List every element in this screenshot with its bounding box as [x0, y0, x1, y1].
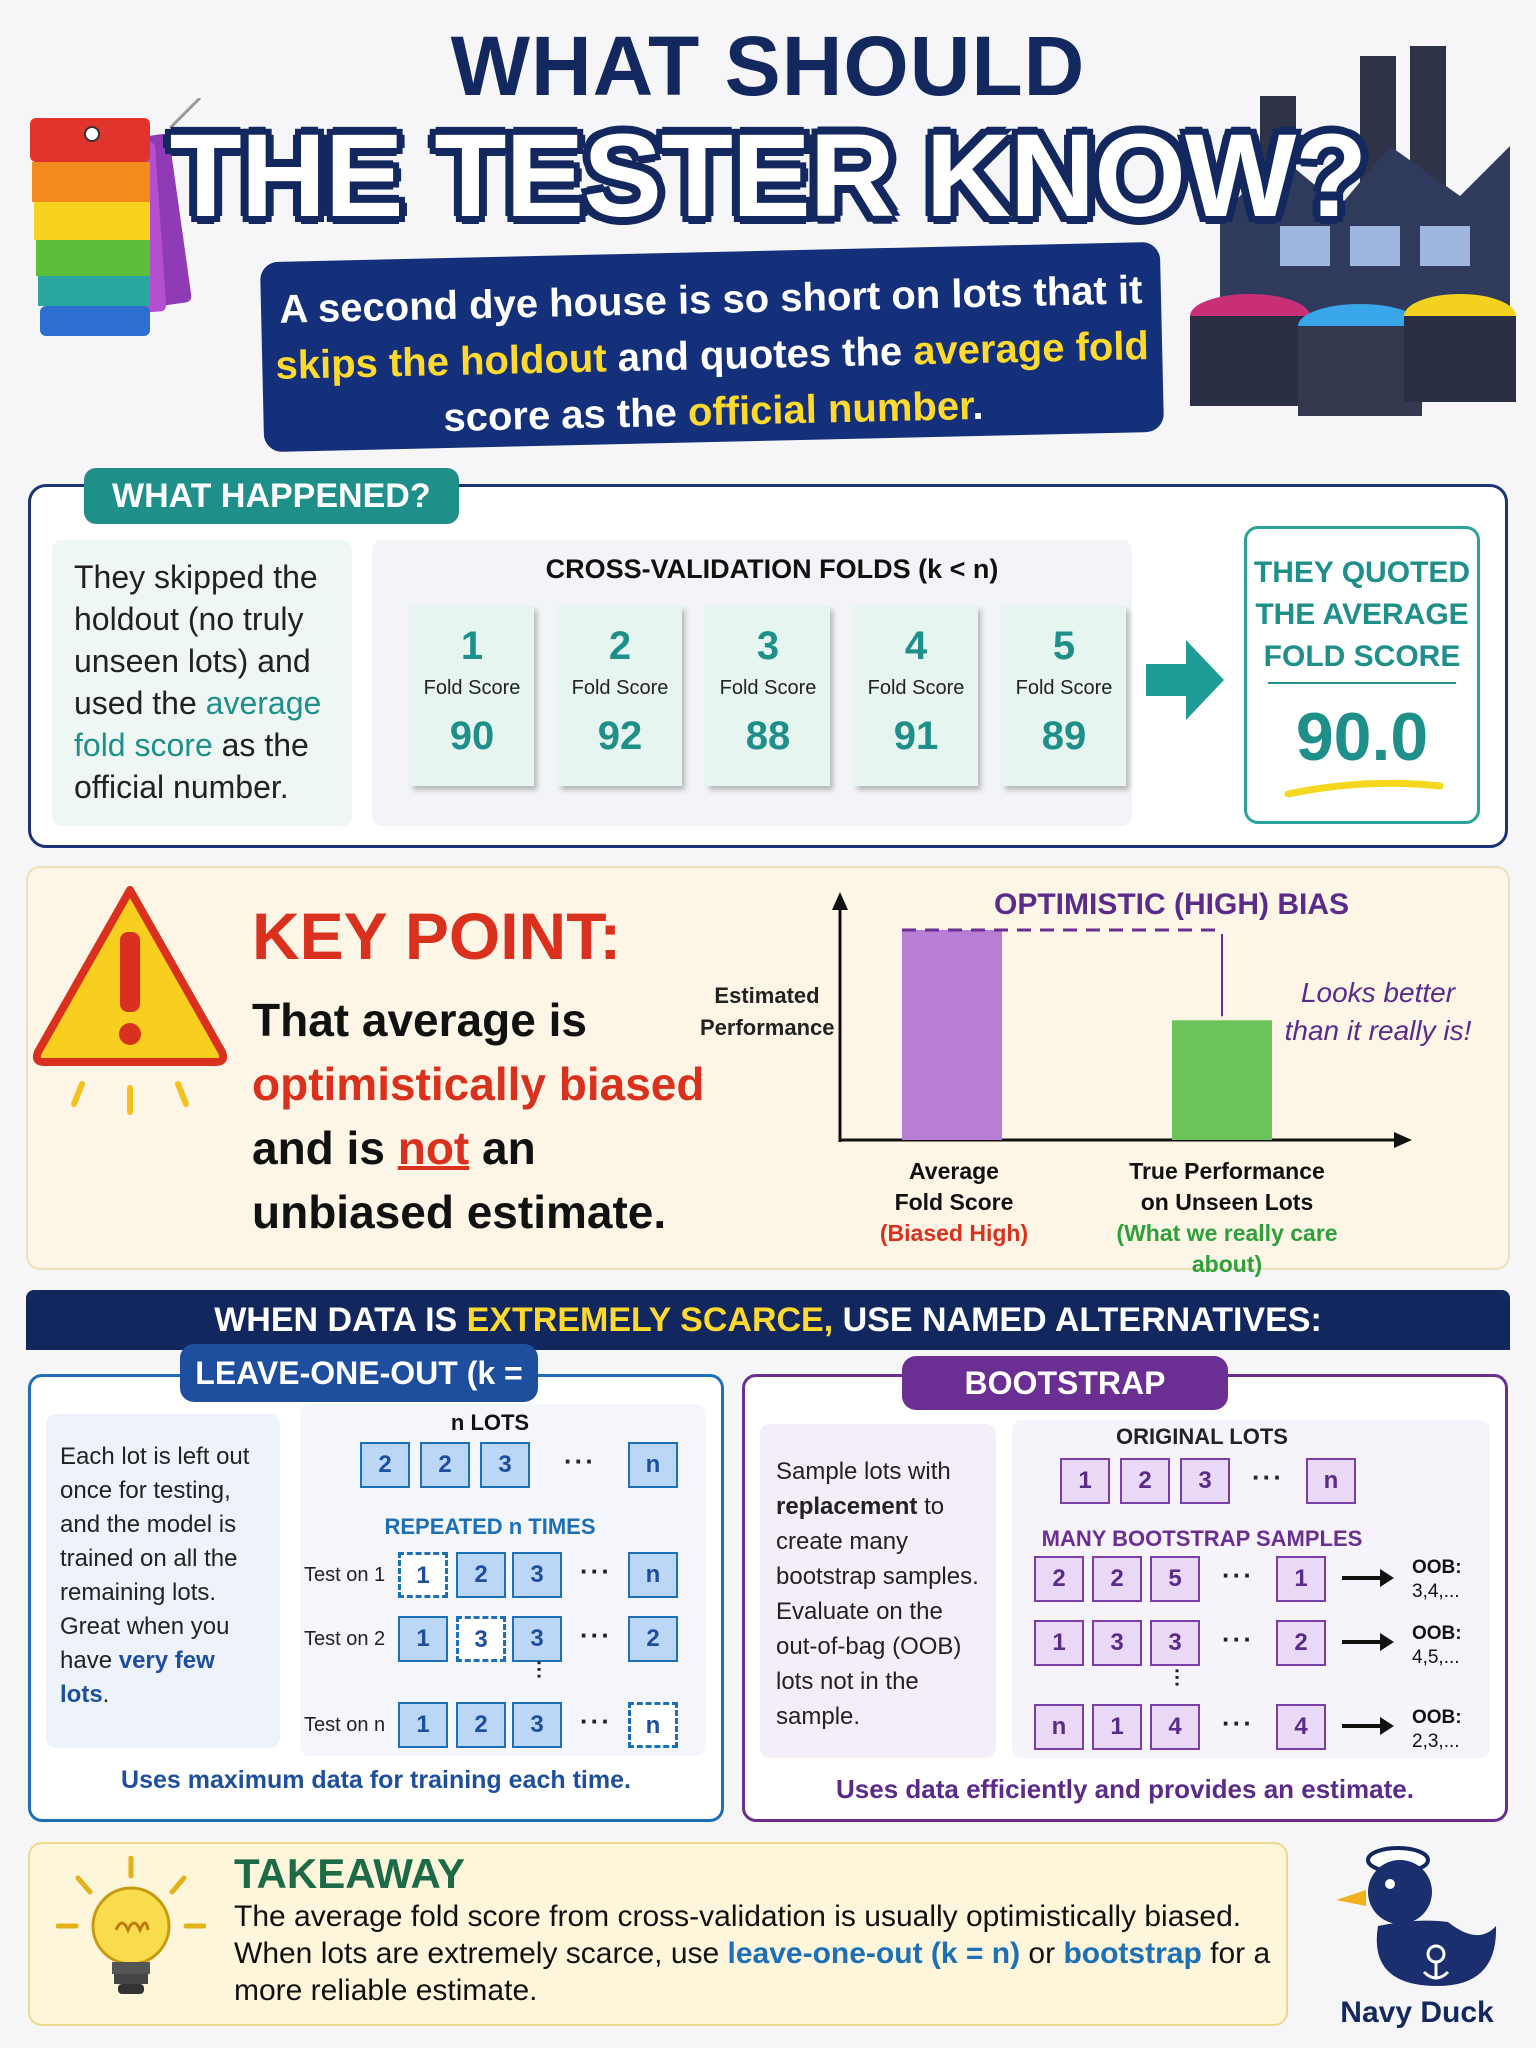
banner-period: .	[971, 383, 985, 429]
bs-text-1: Sample lots with	[776, 1458, 951, 1485]
oob-label	[1412, 1706, 1462, 1754]
lot-cell: 1	[398, 1702, 448, 1748]
bootstrap-tag: BOOTSTRAP	[902, 1356, 1228, 1410]
fold-label: Fold Score	[1015, 677, 1113, 699]
lot-cell-test: 3	[456, 1616, 506, 1662]
lot-cell: 3	[512, 1702, 562, 1748]
fold-card	[558, 606, 682, 786]
bar-true-performance	[1172, 1020, 1272, 1140]
fold-number: 3	[756, 624, 780, 668]
lot-cell: n	[628, 1552, 678, 1598]
quoted-score-value: 90.0	[1295, 699, 1429, 775]
leave-one-out-footer: Uses maximum data for training each time.	[121, 1766, 631, 1794]
row-label: Test on 1	[304, 1564, 386, 1586]
fold-number: 2	[608, 624, 632, 668]
lot-cell: n	[628, 1442, 678, 1488]
bar-label-line1: True Performance	[1129, 1158, 1325, 1184]
oob-values: 3,4,...	[1412, 1581, 1460, 1602]
fold-label: Fold Score	[571, 677, 669, 699]
lot-cell: 1	[1060, 1458, 1110, 1504]
bootstrap-text	[760, 1424, 996, 1758]
fold-score: 91	[893, 714, 939, 758]
lot-cell: 2	[1120, 1458, 1170, 1504]
fold-card	[706, 606, 830, 786]
fold-number: 1	[460, 624, 484, 668]
row-label: Test on n	[304, 1714, 386, 1736]
banner-highlight-average: average fold	[912, 324, 1150, 374]
bar-label-line2: Fold Score	[894, 1189, 1014, 1215]
fold-number: 5	[1052, 624, 1076, 668]
tk-text-3: for a more reliable estimate.	[234, 1937, 1271, 2007]
lot-cell: 3	[1092, 1620, 1142, 1666]
banner-highlight-holdout: skips the holdout	[275, 336, 608, 388]
oob-title: OOB:	[1412, 1623, 1462, 1644]
row-label: Test on 2	[304, 1628, 386, 1650]
fold-label: Fold Score	[719, 677, 817, 699]
bootstrap-samples-label: MANY BOOTSTRAP SAMPLES	[1041, 1526, 1363, 1551]
lot-cell: 1	[1034, 1620, 1084, 1666]
bootstrap-footer: Uses data efficiently and provides an estimate.	[836, 1774, 1414, 1804]
key-point-title: KEY POINT:	[252, 899, 622, 973]
fold-card	[854, 606, 978, 786]
fold-label: Fold Score	[867, 677, 965, 699]
ellipsis: ···	[1222, 1560, 1254, 1590]
quoted-score-title: THEY QUOTED THE AVERAGE FOLD SCORE	[1253, 556, 1471, 673]
bar-label-sub: (What we really care about)	[1116, 1220, 1338, 1277]
warning-icon	[30, 882, 230, 1122]
main-title-line1: WHAT SHOULD	[450, 19, 1086, 113]
arrow-right-icon	[1146, 640, 1226, 720]
lot-cell: 2	[1092, 1556, 1142, 1602]
bar-label-sub: (Biased High)	[879, 1220, 1029, 1246]
lot-cell: 3	[512, 1552, 562, 1598]
tk-text-1: The average fold score from cross-validation is usually optimistically biased. When lots are extremely scarce, use	[234, 1900, 1242, 1970]
brand-name: Navy Duck	[1340, 1996, 1494, 2029]
vertical-ellipsis: ···	[1165, 1668, 1187, 1688]
lot-cell: 3	[512, 1616, 562, 1662]
bar-label-line1: Average	[909, 1158, 999, 1184]
lot-cell-test: n	[628, 1702, 678, 1748]
leave-one-out-text	[46, 1414, 280, 1748]
x-axis-arrow	[1394, 1132, 1412, 1148]
divider	[1268, 682, 1456, 684]
tk-text-bootstrap: bootstrap	[1063, 1937, 1202, 1970]
fold-card	[410, 606, 534, 786]
banner-highlight-official: official number	[687, 384, 973, 435]
ellipsis: ···	[580, 1556, 612, 1586]
original-lots-label: ORIGINAL LOTS	[1116, 1424, 1288, 1449]
fold-number: 4	[904, 624, 928, 668]
fold-label: Fold Score	[423, 677, 521, 699]
kp-text-2: and is	[252, 1122, 385, 1174]
bar-label-average	[862, 1156, 1046, 1249]
bar-label-line2: on Unseen Lots	[1140, 1189, 1314, 1215]
takeaway-text	[234, 1898, 1274, 2009]
arrow-right-icon	[1340, 1566, 1396, 1590]
lot-cell: n	[1034, 1704, 1084, 1750]
alt-heading-2: USE NAMED ALTERNATIVES:	[842, 1301, 1322, 1339]
wh-text-2: as the official number.	[74, 727, 309, 805]
chart-title: OPTIMISTIC (HIGH) BIAS	[994, 888, 1349, 921]
bs-text-highlight: replacement	[776, 1493, 918, 1520]
banner-text-2: and quotes the	[617, 329, 903, 381]
lot-cell: 4	[1150, 1704, 1200, 1750]
chart-y-axis-label: Estimated Performance	[700, 983, 835, 1040]
arrow-right-icon	[1340, 1714, 1396, 1738]
bar-average-fold-score	[902, 930, 1002, 1140]
navy-duck-logo	[1328, 1826, 1508, 1996]
n-lots-label: n LOTS	[450, 1410, 530, 1435]
banner-text-1: A second dye house is so short on lots that it	[278, 268, 1143, 332]
arrow-right-icon	[1340, 1630, 1396, 1654]
kp-text-not: not	[397, 1122, 470, 1174]
loo-text-highlight: very few lots	[60, 1647, 215, 1708]
kp-text-biased: optimistically biased	[252, 1058, 705, 1110]
lightbulb-icon	[56, 1856, 206, 2016]
bs-text-2: to create many bootstrap samples. Evaluate on the out-of-bag (OOB) lots not in the sample.	[776, 1493, 979, 1730]
lot-cell: 3	[480, 1442, 530, 1488]
loo-text-1: Each lot is left out once for testing, and the model is trained on all the remaining lots. Great when you have	[60, 1443, 250, 1674]
tk-text-loo: leave-one-out (k = n)	[727, 1937, 1021, 1970]
kp-text-3: an unbiased estimate.	[252, 1122, 667, 1238]
lot-cell: n	[1306, 1458, 1356, 1504]
kp-text-1: That average is	[252, 994, 587, 1046]
fold-score: 88	[745, 714, 791, 758]
chart-annotation: Looks better than it really is!	[1284, 977, 1472, 1046]
what-happened-text	[52, 540, 352, 826]
fold-card	[1002, 606, 1126, 786]
lot-cell: 2	[420, 1442, 470, 1488]
oob-values: 2,3,...	[1412, 1731, 1460, 1752]
y-axis-arrow	[832, 892, 848, 910]
lot-cell: 1	[1092, 1704, 1142, 1750]
lot-cell: 2	[360, 1442, 410, 1488]
ellipsis: ···	[580, 1620, 612, 1650]
oob-label	[1412, 1556, 1462, 1604]
vertical-ellipsis: ···	[527, 1660, 549, 1680]
oob-title: OOB:	[1412, 1557, 1462, 1578]
what-happened-tag: WHAT HAPPENED?	[84, 468, 459, 524]
loo-text-2: .	[102, 1681, 110, 1708]
repeated-n-times-label: REPEATED n TIMES	[384, 1514, 596, 1539]
lot-cell: 2	[456, 1552, 506, 1598]
fold-score: 89	[1041, 714, 1087, 758]
ellipsis: ···	[1222, 1708, 1254, 1738]
lot-cell: 3	[1180, 1458, 1230, 1504]
lot-cell: 2	[456, 1702, 506, 1748]
lot-cell-test: 1	[398, 1552, 448, 1598]
oob-values: 4,5,...	[1412, 1647, 1460, 1668]
lot-cell: 1	[1276, 1556, 1326, 1602]
tk-text-2: or	[1028, 1937, 1056, 1970]
oob-label	[1412, 1622, 1462, 1670]
alt-heading-highlight: EXTREMELY SCARCE,	[466, 1301, 834, 1339]
lot-cell: 2	[1034, 1556, 1084, 1602]
wh-text-highlight: average fold score	[74, 685, 322, 763]
ellipsis: ···	[1222, 1624, 1254, 1654]
lot-cell: 1	[398, 1616, 448, 1662]
ellipsis: ···	[564, 1446, 596, 1476]
fold-score: 92	[597, 714, 643, 758]
lot-cell: 4	[1276, 1704, 1326, 1750]
leave-one-out-tag: LEAVE-ONE-OUT (k =	[180, 1344, 538, 1402]
ellipsis: ···	[1252, 1462, 1284, 1492]
alternatives-heading	[26, 1290, 1510, 1350]
takeaway-title: TAKEAWAY	[234, 1850, 466, 1897]
bar-label-true	[1084, 1156, 1370, 1280]
key-point-text	[252, 988, 712, 1244]
alt-heading-1: WHEN DATA IS	[214, 1301, 458, 1339]
banner-text-3: score as the	[442, 390, 678, 441]
folds-title: CROSS-VALIDATION FOLDS (k < n)	[545, 554, 999, 584]
intro-banner	[260, 242, 1164, 452]
oob-title: OOB:	[1412, 1707, 1462, 1728]
fold-score: 90	[449, 714, 495, 758]
ellipsis: ···	[580, 1706, 612, 1736]
wh-text-1: They skipped the holdout (no truly unseen lots) and used the	[74, 559, 318, 721]
lot-cell: 5	[1150, 1556, 1200, 1602]
lot-cell: 3	[1150, 1620, 1200, 1666]
lot-cell: 2	[1276, 1620, 1326, 1666]
lot-cell: 2	[628, 1616, 678, 1662]
main-title-line2: THE TESTER KNOW?	[169, 110, 1367, 242]
highlight-underline	[1284, 776, 1444, 800]
